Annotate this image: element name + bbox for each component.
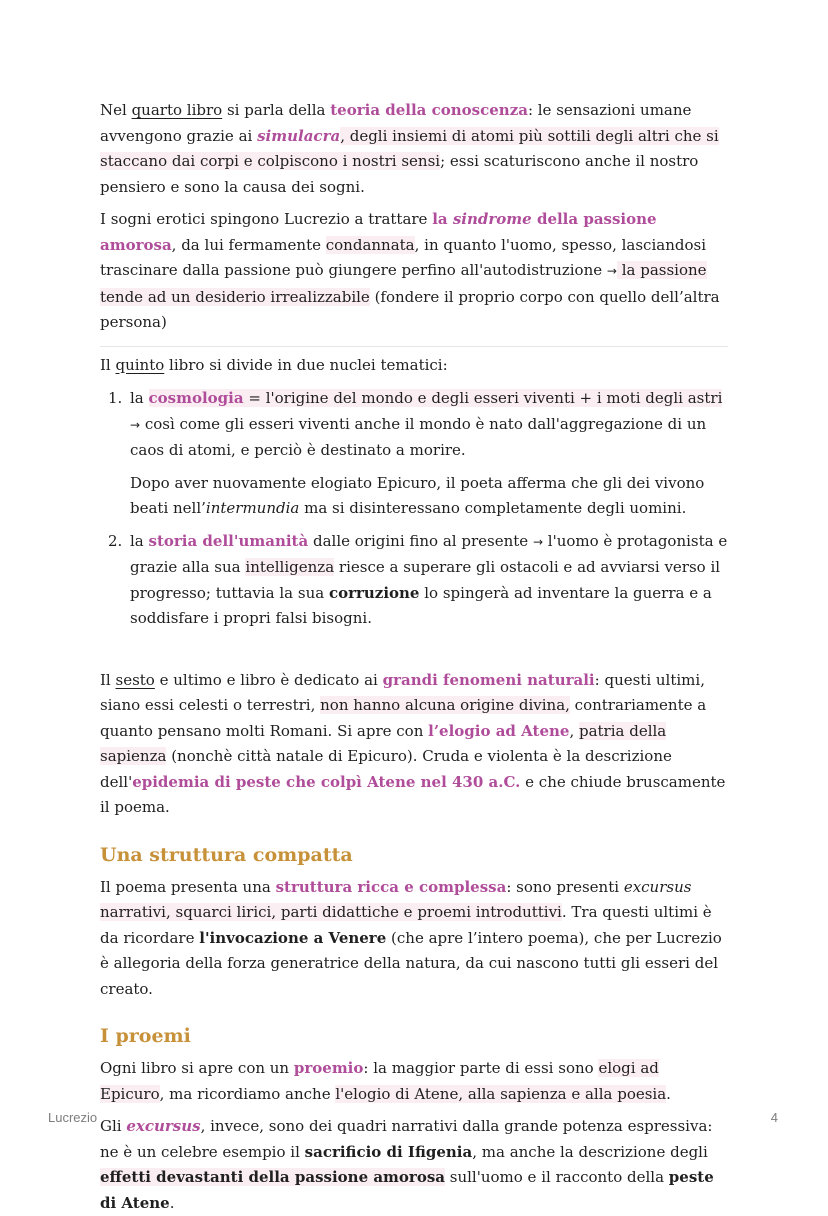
paragraph-quinto-libro: Il quinto libro si divide in due nuclei tematici: xyxy=(100,355,448,374)
arrow-icon: → xyxy=(606,264,617,278)
heading-struttura-compatta: Una struttura compatta xyxy=(100,843,353,866)
term-condannata: condannata xyxy=(325,235,415,254)
arrow-icon: → xyxy=(130,417,141,432)
term-quinto: quinto xyxy=(115,355,165,374)
list-item: 2. la storia dell'umanità dalle origini fino al presente → l'uomo è protagonista e grazie alla sua intelligenza riesce a superare gli ostacoli e ad avviarsi verso il progresso; tuttavia la sua corruzione lo spingerà ad inventare la guerra e a soddisfare i propri falsi bisogni. xyxy=(108,531,728,627)
term-teoria-conoscenza: teoria della conoscenza xyxy=(330,101,528,119)
page-number: 4 xyxy=(770,1110,778,1125)
term-elogio-atene: l’elogio ad Atene xyxy=(428,721,570,740)
term-simulacra: simulacra xyxy=(257,126,341,145)
term-intelligenza: intelligenza xyxy=(245,558,335,576)
term-corruzione: corruzione xyxy=(328,583,420,602)
term-proemio: proemio xyxy=(293,1059,364,1077)
nuclei-list xyxy=(100,386,728,632)
term-fenomeni-naturali: grandi fenomeni naturali xyxy=(382,670,595,689)
term-cosmologia: cosmologia xyxy=(148,389,244,407)
footer-title: Lucrezio xyxy=(48,1110,98,1125)
term-peste: peste di Atene xyxy=(100,1168,714,1212)
paragraph-quarto-libro: Nel quarto libro si parla della teoria della conoscenza: le sensazioni umane avvengono grazie ai simulacra, degli insiemi di atomi più sottili degli altri che si staccano dai corpi e colpiscono i nostri sensi; essi scaturiscono anche il nostro pensiero e sono la causa dei sogni. xyxy=(100,101,719,196)
term-sacrificio: sacrificio di Ifigenia xyxy=(304,1142,473,1161)
term-struttura: struttura ricca e complessa xyxy=(275,877,507,896)
term-effetti: effetti devastanti della passione amorosa xyxy=(100,1168,445,1186)
term-intermundia: intermundia xyxy=(205,499,300,517)
term-invocazione: l'invocazione a Venere xyxy=(199,928,387,947)
term-sindrome: sindrome xyxy=(452,210,532,228)
page-content xyxy=(100,98,728,1216)
paragraph-proemi: Ogni libro si apre con un proemio: la maggior parte di essi sono elogi ad Epicuro, ma ricordiamo anche l'elogio di Atene, alla sapienza e alla poesia. xyxy=(100,1059,671,1103)
paragraph-sogni-erotici: I sogni erotici spingono Lucrezio a trattare la sindrome della passione amorosa, da lui fermamente condannata, in quanto l'uomo, spesso, lasciandosi trascinare dalla passione può giungere perfino all'autodistruzione → la passione tende ad un desiderio irrealizzabile (fondere il proprio corpo con quello dell’altra persona) xyxy=(100,210,720,331)
section-divider xyxy=(100,346,728,347)
term-storia-umanita: storia dell'umanità xyxy=(148,531,309,550)
arrow-icon: → xyxy=(532,534,543,549)
heading-proemi: I proemi xyxy=(100,1025,191,1047)
term-sesto: sesto xyxy=(115,670,155,689)
term-quarto-libro: quarto libro xyxy=(131,101,223,119)
paragraph-sesto-libro: Il sesto e ultimo e libro è dedicato ai grandi fenomeni naturali: questi ultimi, siano essi celesti o terrestri, non hanno alcuna origine divina, contrariamente a quanto pensano molti Romani. Si apre con l’elogio ad Atene, patria della sapienza (nonchè città natale di Epicuro). Cruda e violenta è la descrizione dell'epidemia di peste che colpì Atene nel 430 a.C. e che chiude bruscamente il poema. xyxy=(100,670,726,816)
paragraph-struttura: Il poema presenta una struttura ricca e complessa: sono presenti excursus narrativi, squarci lirici, parti didattiche e proemi introduttivi. Tra questi ultimi è da ricordare l'invocazione a Venere (che apre l’intero poema), che per Lucrezio è allegoria della forza generatrice della natura, da cui nascono tutti gli esseri del creato. xyxy=(100,877,722,998)
term-epidemia: epidemia di peste che colpì Atene nel 430 a.C. xyxy=(132,772,521,791)
term-excursus: excursus xyxy=(126,1117,201,1135)
list-item: 1. la cosmologia = l'origine del mondo e degli esseri viventi + i moti degli astri → così come gli esseri viventi anche il mondo è nato dall'aggregazione di un caos di atomi, e perciò è destinato a morire. Dopo aver nuovamente elogiato Epicuro, il poeta afferma che gli dei vivono beati nell’intermundia ma si disinteressano completamente degli uomini. xyxy=(108,389,723,517)
paragraph-excursus: Gli excursus, invece, sono dei quadri narrativi dalla grande potenza espressiva: ne è un celebre esempio il sacrificio di Ifigenia, ma anche la descrizione degli effetti devastanti della passione amorosa sull'uomo e il racconto della peste di Atene. xyxy=(100,1117,714,1212)
